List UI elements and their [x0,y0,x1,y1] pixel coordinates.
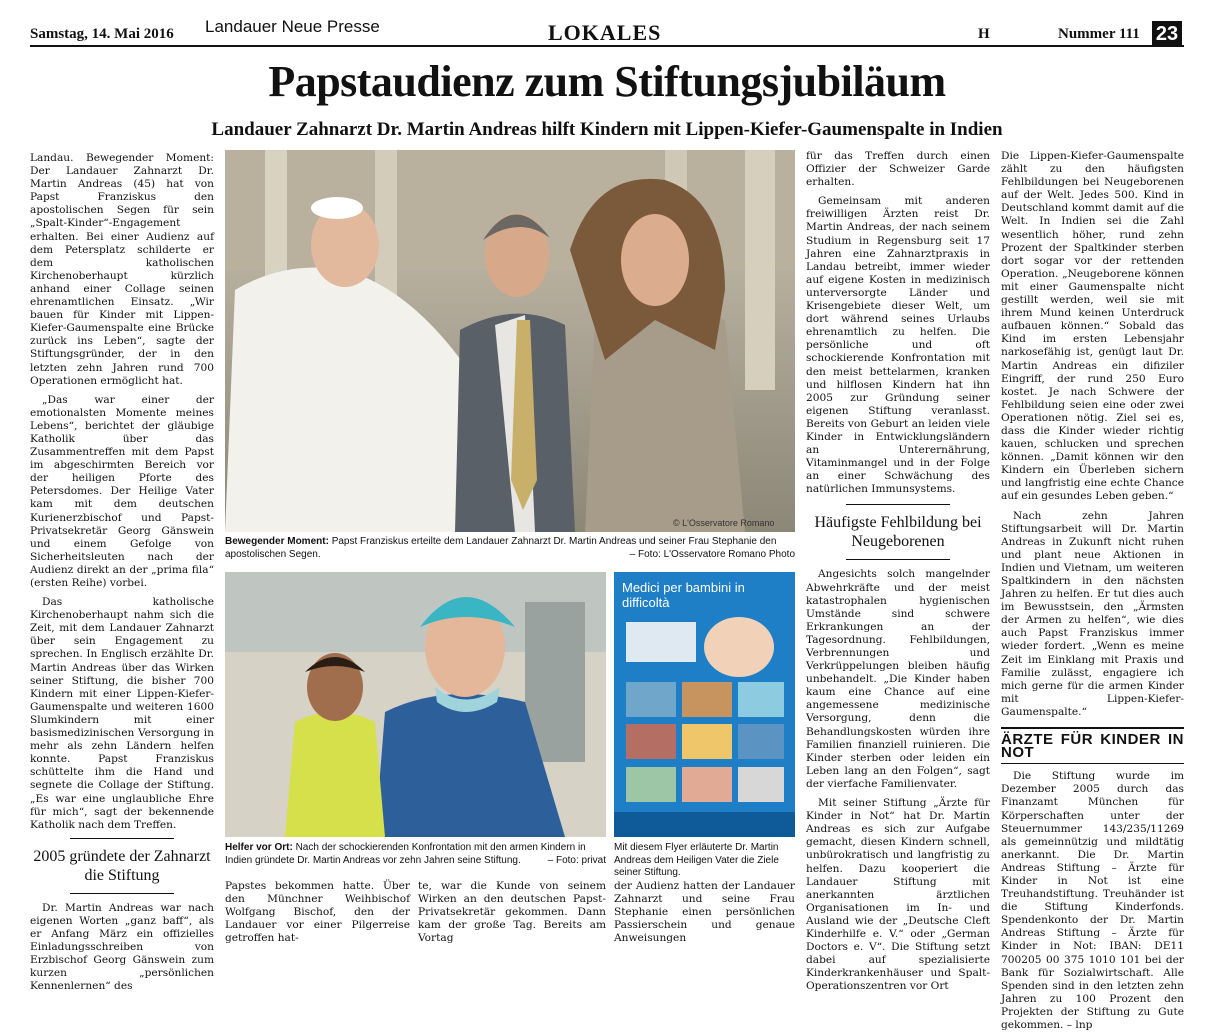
publication-name: Landauer Neue Presse [205,17,380,36]
article-bottom-col-a [225,880,410,960]
subheadline: Landauer Zahnarzt Dr. Martin Andreas hilft Kindern mit Lippen-Kiefer-Gaumenspalte in Indien [211,119,1003,140]
box-rule [1001,727,1184,729]
subhead-rule [70,893,174,894]
subhead-rule [846,504,950,505]
caption-lead: Bewegender Moment: [225,536,329,547]
photo-credit-overlay: © L'Osservatore Romano [673,518,775,528]
section-title: LOKALES [548,20,662,45]
flyer-title: Medici per bambini in difficoltà [622,580,745,610]
paragraph: Das katholische Kirchenoberhaupt nahm sich die Zeit, mit dem Landauer Zahnarzt über sein Engagement zu sprechen. In Englisch erzählte Dr. Martin Andreas über das Wirken seiner Stiftung, die bisher 700 Kindern mit einer Lippen-Kiefer-Gaumenspalte und weiteren 1600 Slumkindern mit einer basismedizinischen Versorgung in mehr als zehn Ländern helfen konnte. Papst Franziskus schüttelte ihm die Hand und segnete die Collage der Stiftung. „Es war eine unglaubliche Ehre für mich“, sagt der bekennende Katholik nach dem Treffen. [30,596,214,831]
article-bottom-col-c [614,880,795,960]
issue-number: Nummer 111 [1058,26,1140,42]
flyer-illustration [614,572,795,837]
caption-credit: – Foto: privat [547,854,606,866]
paragraph: Mit seiner Stiftung „Ärzte für Kinder in Not“ hat Dr. Martin Andreas es sich zur Aufgabe gemacht, diesen Kindern schnell, unbürokratisch und langfristig zu helfen. Dazu kooperiert die Landauer Stiftung mit anerkannten ärztlichen Organisationen im In- und Ausland wie der „Deutsche Cleft Kinderhilfe e. V.“ oder „German Doctors e. V“. Die Stiftung setzt dabei auf spezialisierte Kinderkrankenhäuser und Spalt-Operationszentren vor Ort [806,797,990,993]
article-bottom-col-b [418,880,606,960]
paragraph: Dr. Martin Andreas war nach eigenen Worten „ganz baff“, als er Anfang März ein offizielles Einladungsschreiben von Erzbischof Georg Gänswein zum kurzen „persönlichen Kennenlernen“ des [30,901,214,993]
photo-doctor-with-child [225,572,606,837]
paragraph: Papstes bekommen hatte. Über den Münchner Weihbischof Wolfgang Bischof, den der Landauer vor einer Pilgerreise getroffen hat- [225,880,410,945]
issue-date: Samstag, 14. Mai 2016 [30,26,174,42]
caption-text: Papst Franziskus erteilte dem Landauer Zahnarzt Dr. Martin Andreas und seiner Frau Stephanie den apostolischen Segen. [225,536,777,560]
main-photo [225,150,795,532]
caption-lead: Helfer vor Ort: [225,842,293,853]
paragraph: der Audienz hatten der Landauer Zahnarzt und seine Frau Stephanie einen persönlichen Passierschein und genaue Anweisungen [614,880,795,945]
caption-credit: – Foto: L'Osservatore Romano Photo [629,548,795,560]
flyer-photo [614,572,795,837]
subhead-rule [70,838,174,839]
flyer-caption: Mit diesem Flyer erläuterte Dr. Martin Andreas dem Heiligen Vater die Ziele seiner Stiftung. [614,842,779,878]
paragraph: Gemeinsam mit anderen freiwilligen Ärzten reist Dr. Martin Andreas, der nach seinem Studium in Regensburg seit 17 Jahren eine Zahnarztpraxis in Landau betreibt, immer wieder auf eigene Kosten in medizinisch unterversorgte Länder und Krisengebiete dieser Welt, um dort während seines Urlaubs ehrenamtlich zu helfen. Die persönliche und oft schockierende Konfrontation mit den meist bettelarmen, kranken und hilflosen Kindern hat ihn 2005 zur Gründung seiner eigenen Stiftung veranlasst. Bereits von Geburt an leiden viele Kinder in Entwicklungsländern an Unterernährung, Vitaminmangel und in der Folge an einer Schwächung des natürlichen Immunsystems. [806,195,990,496]
doctor-photo-caption [225,842,606,867]
photo-pope-audience [225,150,795,532]
article-column-5 [1001,150,1184,1031]
article-column-4 [806,150,990,993]
headline: Papstaudienz zum Stiftungsjubiläum [268,57,946,106]
box-rule [1001,763,1184,764]
paragraph: te, war die Kunde von seinem Wirken an den deutschen Papst-Privatsekretär gekommen. Dann kam der große Tag. Bereits am Vortag [418,880,606,945]
subhead-foundation: 2005 gründete der Zahnarzt die Stiftung [33,847,211,884]
paragraph: für das Treffen durch einen Offizier der Schweizer Garde erhalten. [806,150,990,189]
main-photo-caption [225,536,795,561]
caption-text: Nach der schockierenden Konfrontation mit den armen Kindern in Indien gründete Dr. Martin Andreas vor zehn Jahren seine Stiftung. [225,842,586,866]
paragraph: Angesichts solch mangelnder Abwehrkräfte und der meist katastrophalen hygienischen Umstände sind schwere Erkrankungen an der Tagesordnung. Fehlbildungen, Verbrennungen und Verkrüppelungen bleiben häufig unbehandelt. „Die Kinder haben kaum eine Chance auf eine angemessene medizinische Versorgung, denn die Behandlungskosten würden ihre Familien finanziell ruinieren. Die Kinder sterben oder leiden ein Leben lang an den Folgen“, sagt der vierfache Familienvater. [806,568,990,790]
header-rule [30,45,1184,47]
paragraph: Die Stiftung wurde im Dezember 2005 durch das Finanzamt München für Körperschaften unter der Steuernummer 143/235/11269 als gemeinnützig und mildtätig anerkannt. Die Dr. Martin Andreas Stiftung – Ärzte für Kinder in Not ist eine Treuhandstiftung. Treuhänder ist die Stiftung Kinderfonds. Spendenkonto der Dr. Martin Andreas Stiftung – Ärzte für Kinder in Not: IBAN: DE11 700205 00 375 1010 101 bei der Bank für Sozialwirtschaft. Alle Spenden sind in den letzten zehn Jahren zu 100 Prozent den Projekten der Stiftung zu Gute gekommen. – lnp [1001,770,1184,1031]
subhead-rule [846,559,950,560]
box-heading: ÄRZTE FÜR KINDER IN NOT [1001,731,1184,762]
paragraph: Nach zehn Jahren Stiftungsarbeit will Dr. Martin Andreas in Zukunft nicht ruhen und plant neue Aktionen in Indien und Vietnam, um weiteren Spaltkindern in den nächsten Jahren zu helfen. Er tut dies auch im Bewusstsein, den „Ärmsten der Armen zu helfen“, wie dies auch Papst Franziskus immer wieder fordert. „Wenn es meine Zeit im Einklang mit Praxis und Familie zulässt, engagiere ich mich gerne für die armen Kinder mit Lippen-Kiefer-Gaumenspalte.“ [1001,509,1184,718]
subhead-malformation: Häufigste Fehlbildung bei Neugeborenen [814,514,982,551]
article-column-1 [30,152,214,993]
doctor-photo [225,572,606,837]
paragraph: Die Lippen-Kiefer-Gaumenspalte zählt zu den häufigsten Fehlbildungen bei Neugeborenen auf der Welt. Jedes 500. Kind in Deutschland kommt damit auf die Welt. In Indien sei die Zahl wesentlich höher, rund zehn Prozent der Spaltkinder sterben dort sogar vor der rettenden Operation. „Neugeborene können mit einer Gaumenspalte nicht gestillt werden, weil sie mit ihrem Mund keinen Unterdruck aufbauen können.“ Sobald das Kind im ersten Lebensjahr narkosefähig ist, genügt laut Dr. Martin Andreas ein difiziler Eingriff, der rund 250 Euro kostet. Je nach Schwere der Fehlbildung seien eine oder zwei Operationen nötig. Ziel sei es, dass die Kinder wieder richtig kauen, schlucken und sprechen können. „Damit können wir den Kindern ein Überleben sichern und langfristig eine echte Chance auf ein gesundes Leben geben.“ [1001,150,1184,503]
paragraph: „Das war einer der emotionalsten Momente meines Lebens“, berichtet der gläubige Katholik über das Zusammentreffen mit dem Papst im abgeschirmten Bereich vor der heiligen Pforte des Petersdomes. Der Heilige Vater kam mit dem deutschen Kurienerzbischof und Papst-Privatsekretär Georg Gänswein und einem Gefolge von Sicherheitsleuten nach der Audienz direkt an der „prima fila“ (ersten Reihe) vorbei. [30,393,214,589]
page-number: 23 [1152,21,1182,47]
edition-letter: H [978,26,990,42]
paragraph: Landau. Bewegender Moment: Der Landauer Zahnarzt Dr. Martin Andreas (45) hat von Papst Franziskus den apostolischen Segen für sein „Spalt-Kinder“-Engagement erhalten. Bei einer Audienz auf dem Petersplatz schilderte er dem katholischen Kirchenoberhaupt kürzlich anhand einer Collage seinen ehrenamtlichen Einsatz. „Wir bauen für Kinder mit Lippen-Kiefer-Gaumenspalte eine Brücke zurück ins Leben“, sagte der Stiftungsgründer, der in den letzten zehn Jahren rund 700 Operationen ermöglicht hat. [30,152,214,387]
